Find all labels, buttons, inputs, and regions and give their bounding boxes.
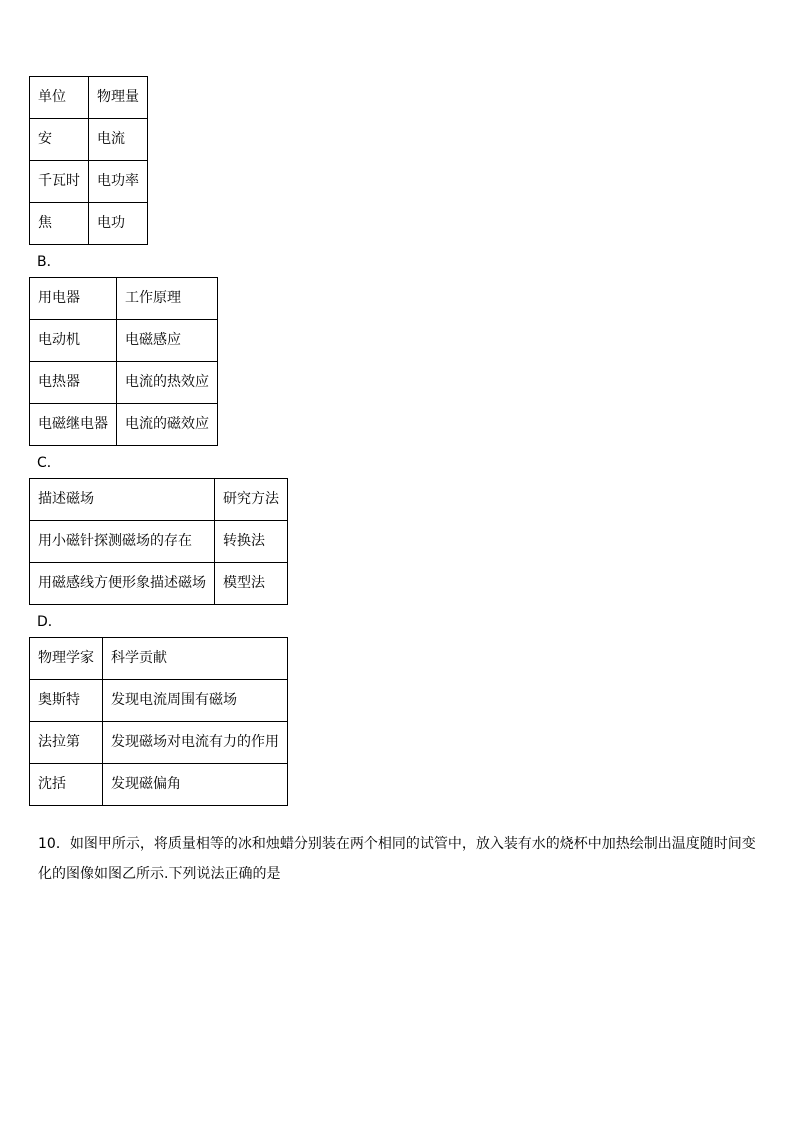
table-row (30, 203, 148, 245)
table-row (30, 404, 218, 446)
appliances-table (29, 277, 218, 446)
table-cell: 转换法 (215, 521, 288, 563)
table-cell: 单位 (30, 77, 89, 119)
magnetic-field-methods-table (29, 478, 288, 605)
table-cell: 法拉第 (30, 722, 103, 764)
table-row (30, 278, 218, 320)
table-row (30, 77, 148, 119)
table-cell: 沈括 (30, 764, 103, 806)
table-cell: 电磁感应 (117, 320, 218, 362)
option-b-label: B． (37, 254, 61, 270)
table-row (30, 119, 148, 161)
table-cell: 电流 (89, 119, 148, 161)
table-cell: 发现磁偏角 (103, 764, 288, 806)
table-cell: 电功 (89, 203, 148, 245)
table-cell: 用磁感线方便形象描述磁场 (30, 563, 215, 605)
table-cell: 用电器 (30, 278, 117, 320)
table-row (30, 320, 218, 362)
units-table (29, 76, 148, 245)
table-cell: 电功率 (89, 161, 148, 203)
table-row (30, 479, 288, 521)
table-cell: 研究方法 (215, 479, 288, 521)
table-row (30, 680, 288, 722)
table-cell: 科学贡献 (103, 638, 288, 680)
table-cell: 物理学家 (30, 638, 103, 680)
table-cell: 电流的热效应 (117, 362, 218, 404)
table-cell: 电流的磁效应 (117, 404, 218, 446)
table-cell: 焦 (30, 203, 89, 245)
table-row (30, 521, 288, 563)
table-cell: 电热器 (30, 362, 117, 404)
question-10-line-2: 化的图像如图乙所示.下列说法正确的是 (38, 866, 281, 882)
table-cell: 物理量 (89, 77, 148, 119)
table-row (30, 362, 218, 404)
table-cell: 安 (30, 119, 89, 161)
table-cell: 发现电流周围有磁场 (103, 680, 288, 722)
table-cell: 奥斯特 (30, 680, 103, 722)
physicists-table (29, 637, 288, 806)
table-row (30, 764, 288, 806)
table-row (30, 563, 288, 605)
table-cell: 电磁继电器 (30, 404, 117, 446)
table-cell: 电动机 (30, 320, 117, 362)
table-cell: 发现磁场对电流有力的作用 (103, 722, 288, 764)
table-row (30, 638, 288, 680)
option-c-label: C． (37, 455, 61, 471)
table-cell: 工作原理 (117, 278, 218, 320)
table-row (30, 161, 148, 203)
option-d-label: D． (37, 614, 62, 630)
table-cell: 用小磁针探测磁场的存在 (30, 521, 215, 563)
table-cell: 描述磁场 (30, 479, 215, 521)
question-10-line-1: 10．如图甲所示，将质量相等的冰和烛蜡分别装在两个相同的试管中，放入装有水的烧杯中加热绘制出温度随时间变 (38, 836, 756, 852)
table-cell: 千瓦时 (30, 161, 89, 203)
table-cell: 模型法 (215, 563, 288, 605)
table-row (30, 722, 288, 764)
